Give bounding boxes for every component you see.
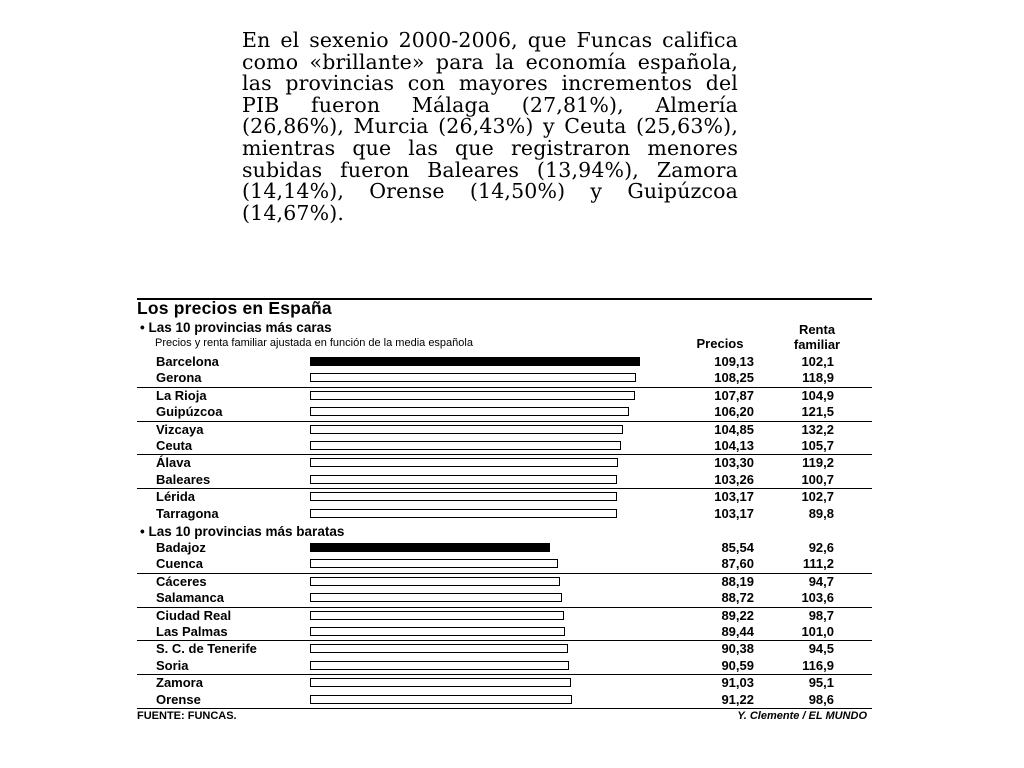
price-value: 85,54 bbox=[721, 540, 754, 555]
income-value: 94,7 bbox=[808, 573, 834, 589]
income-value: 119,2 bbox=[802, 455, 834, 471]
cheap-provinces-list bbox=[137, 540, 872, 708]
province-name: Guipúzcoa bbox=[156, 404, 223, 420]
province-name: Gerona bbox=[156, 370, 202, 386]
price-value: 103,17 bbox=[714, 505, 754, 521]
income-value: 105,7 bbox=[801, 437, 834, 453]
province-name: S. C. de Tenerife bbox=[156, 641, 257, 657]
graphic-title: Los precios en España bbox=[137, 298, 332, 318]
province-row bbox=[137, 674, 872, 691]
source-note: FUENTE: FUNCAS. bbox=[137, 710, 237, 722]
income-value: 132,2 bbox=[801, 421, 834, 437]
column-header-precios: Precios bbox=[696, 336, 744, 351]
province-name: La Rioja bbox=[156, 387, 207, 403]
income-value: 100,7 bbox=[801, 471, 834, 487]
price-value: 103,30 bbox=[714, 455, 754, 471]
price-bar bbox=[310, 543, 550, 552]
province-name: Badajoz bbox=[156, 540, 206, 555]
province-row bbox=[137, 404, 872, 420]
price-value: 104,85 bbox=[714, 421, 754, 437]
province-name: Vizcaya bbox=[156, 421, 204, 437]
income-value: 94,5 bbox=[808, 641, 834, 657]
province-name: Soria bbox=[156, 657, 189, 673]
price-bar bbox=[310, 492, 617, 501]
income-value: 116,9 bbox=[802, 657, 834, 673]
price-value: 107,87 bbox=[714, 387, 754, 403]
prices-infographic bbox=[137, 298, 872, 728]
income-value: 111,2 bbox=[802, 556, 834, 572]
price-value: 104,13 bbox=[714, 437, 754, 453]
price-value: 91,22 bbox=[721, 691, 754, 707]
province-row bbox=[137, 438, 872, 454]
province-row bbox=[137, 556, 872, 572]
price-value: 103,26 bbox=[714, 471, 754, 487]
price-value: 90,59 bbox=[721, 657, 754, 673]
province-row bbox=[137, 658, 872, 674]
province-row bbox=[137, 454, 872, 471]
income-value: 118,9 bbox=[802, 370, 834, 386]
province-row bbox=[137, 472, 872, 488]
province-row bbox=[137, 421, 872, 438]
price-value: 89,22 bbox=[721, 607, 754, 623]
price-bar bbox=[310, 391, 635, 400]
province-row bbox=[137, 624, 872, 640]
income-value: 101,0 bbox=[801, 623, 834, 639]
bottom-rule bbox=[137, 708, 872, 709]
province-row bbox=[137, 540, 872, 556]
income-value: 92,6 bbox=[808, 540, 834, 555]
province-row bbox=[137, 607, 872, 624]
province-row bbox=[137, 640, 872, 657]
province-row bbox=[137, 387, 872, 404]
income-value: 98,6 bbox=[808, 691, 834, 707]
income-value: 95,1 bbox=[808, 675, 834, 691]
price-bar bbox=[310, 458, 618, 467]
price-bar bbox=[310, 695, 572, 704]
price-value: 108,25 bbox=[714, 370, 754, 386]
province-name: Barcelona bbox=[156, 354, 219, 369]
province-name: Ceuta bbox=[156, 437, 193, 453]
province-row bbox=[137, 354, 872, 370]
income-value: 102,7 bbox=[801, 489, 834, 505]
province-name: Zamora bbox=[156, 675, 203, 691]
province-name: Cuenca bbox=[156, 556, 203, 572]
province-row bbox=[137, 370, 872, 386]
expensive-provinces-list bbox=[137, 354, 872, 522]
price-bar bbox=[310, 441, 621, 450]
section-cheap-title: • Las 10 provincias más baratas bbox=[140, 524, 345, 539]
price-bar bbox=[310, 475, 617, 484]
price-value: 89,44 bbox=[721, 623, 754, 639]
column-header-renta: Renta familiar bbox=[793, 322, 841, 352]
section-expensive-title: • Las 10 provincias más caras bbox=[140, 320, 332, 335]
credit-note: Y. Clemente / EL MUNDO bbox=[737, 710, 867, 722]
article-paragraph: En el sexenio 2000-2006, que Funcas califica como «brillante» para la economía española, las provincias con mayores incrementos del PIB fueron Málaga (27,81%), Almería (26,86%), Murcia (26,43%) y Ceuta (25,63%), mientras que las que registraron menores subidas fueron Baleares (13,94%), Zamora (14,14%), Orense (14,50%) y Guipúzcoa (14,67%). bbox=[242, 28, 738, 225]
province-name: Baleares bbox=[156, 471, 211, 487]
income-value: 98,7 bbox=[808, 607, 834, 623]
province-row bbox=[137, 488, 872, 505]
province-name: Ciudad Real bbox=[156, 607, 232, 623]
price-bar bbox=[310, 373, 636, 382]
income-value: 104,9 bbox=[801, 387, 834, 403]
price-value: 109,13 bbox=[714, 354, 754, 369]
province-name: Álava bbox=[156, 455, 191, 471]
income-value: 121,5 bbox=[801, 404, 834, 420]
price-bar bbox=[310, 593, 562, 602]
price-value: 88,19 bbox=[721, 573, 754, 589]
province-name: Las Palmas bbox=[156, 623, 228, 639]
price-bar bbox=[310, 559, 558, 568]
income-value: 102,1 bbox=[801, 354, 834, 369]
price-value: 90,38 bbox=[721, 641, 754, 657]
price-bar bbox=[310, 425, 623, 434]
price-bar bbox=[310, 678, 571, 687]
province-name: Tarragona bbox=[156, 505, 219, 521]
province-row bbox=[137, 692, 872, 708]
price-bar bbox=[310, 357, 640, 366]
province-name: Orense bbox=[156, 691, 201, 707]
price-bar bbox=[310, 509, 617, 518]
province-name: Cáceres bbox=[156, 573, 207, 589]
price-bar bbox=[310, 611, 564, 620]
graphic-subtitle: Precios y renta familiar ajustada en función de la media española bbox=[155, 337, 473, 349]
price-bar bbox=[310, 661, 569, 670]
price-bar bbox=[310, 407, 629, 416]
province-row bbox=[137, 506, 872, 522]
price-value: 103,17 bbox=[714, 489, 754, 505]
province-row bbox=[137, 573, 872, 590]
income-value: 89,8 bbox=[808, 505, 834, 521]
province-name: Lérida bbox=[156, 489, 196, 505]
price-bar bbox=[310, 577, 560, 586]
price-bar bbox=[310, 627, 565, 636]
price-value: 106,20 bbox=[714, 404, 754, 420]
price-value: 87,60 bbox=[721, 556, 754, 572]
price-bar bbox=[310, 644, 568, 653]
income-value: 103,6 bbox=[801, 590, 834, 606]
price-value: 88,72 bbox=[721, 590, 754, 606]
price-value: 91,03 bbox=[721, 675, 754, 691]
province-name: Salamanca bbox=[156, 590, 224, 606]
province-row bbox=[137, 590, 872, 606]
